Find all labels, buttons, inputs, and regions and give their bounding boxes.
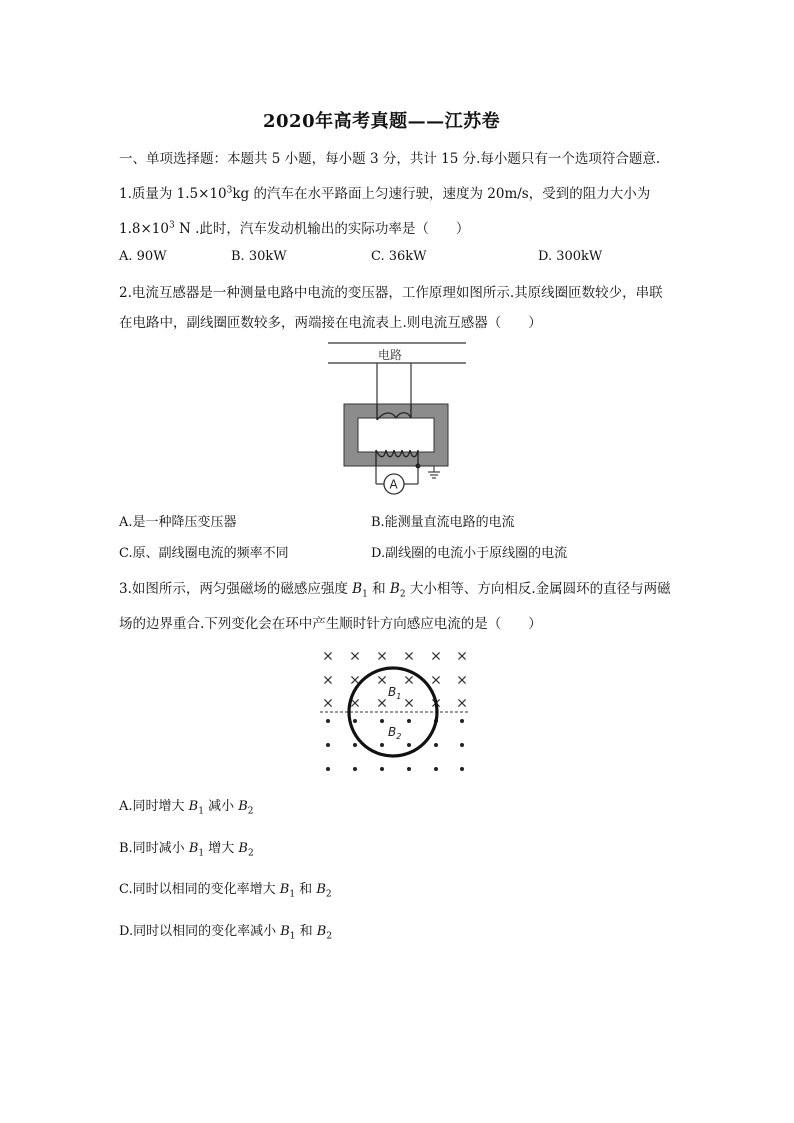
q3-option-a: A.同时增大 $B_1$ 减小 $B_2$ <box>119 799 254 817</box>
q2-option-a: A.是一种降压变压器 <box>119 515 237 530</box>
b2-symbol: B <box>389 581 400 597</box>
q3-text: 和 <box>367 581 390 597</box>
dot-mark <box>326 719 330 723</box>
q3-text: 大小相等、方向相反.金属圆环的直径与两磁 <box>405 581 671 597</box>
q3-stem-line1 <box>119 577 671 600</box>
q1-text: kg 的汽车在水平路面上匀速行驶，速度为 20m/s，受到的阻力大小为 <box>232 186 651 202</box>
ammeter-label: A <box>389 477 398 492</box>
dot-mark <box>460 743 464 747</box>
dot-mark <box>407 743 411 747</box>
section-header: 一、单项选择题：本题共 5 小题，每小题 3 分，共计 15 分.每小题只有一个选项符合题意. <box>119 151 661 167</box>
dot-mark <box>353 743 357 747</box>
b1-subscript: 1 <box>362 589 368 600</box>
dot-mark <box>434 767 438 771</box>
dot-mark <box>326 743 330 747</box>
iron-core <box>344 404 448 466</box>
q3-stem-line2: 场的边界重合.下列变化会在环中产生顺时针方向感应电流的是（ ） <box>119 616 542 632</box>
q1-exponent: 3 <box>226 185 233 196</box>
q1-option-d: D. 300kW <box>538 249 603 264</box>
q1-text: N .此时，汽车发动机输出的实际功率是（ ） <box>174 221 470 237</box>
dot-mark <box>407 719 411 723</box>
q2-option-b: B.能测量直流电路的电流 <box>371 515 515 530</box>
q2-option-c: C.原、副线圈电流的频率不同 <box>119 546 289 561</box>
b2-subscript: 2 <box>399 589 406 600</box>
dot-mark <box>434 743 438 747</box>
q2-stem-line1: 2.电流互感器是一种测量电路中电流的变压器，工作原理如图所示.其原线圈匝数较少，串联 <box>119 285 663 301</box>
q1-stem-line2 <box>119 217 469 237</box>
dot-mark <box>380 767 384 771</box>
q1-text: 1.质量为 1.5×10 <box>119 186 227 202</box>
q1-option-c: C. 36kW <box>371 249 427 264</box>
b2-region-label: $B_2$ <box>388 725 402 741</box>
dot-mark <box>353 767 357 771</box>
q1-text: 1.8×10 <box>119 221 169 237</box>
dot-mark <box>380 719 384 723</box>
dot-mark <box>460 767 464 771</box>
current-transformer-diagram <box>326 338 472 500</box>
q2-option-d: D.副线圈的电流小于原线圈的电流 <box>371 546 568 561</box>
q3-option-c: C.同时以相同的变化率增大 $B_1$ 和 $B_2$ <box>119 882 332 900</box>
q3-option-d: D.同时以相同的变化率减小 $B_1$ 和 $B_2$ <box>119 924 333 942</box>
q1-stem-line1 <box>119 182 650 202</box>
q2-stem-line2: 在电路中，副线圈匝数较多，两端接在电流表上.则电流互感器（ ） <box>119 315 542 331</box>
dot-mark <box>353 719 357 723</box>
circuit-label: 电路 <box>378 348 403 362</box>
page-title: 2020年高考真题——江苏卷 <box>263 111 501 132</box>
q3-option-b: B.同时减小 $B_1$ 增大 $B_2$ <box>119 841 254 859</box>
q1-exponent: 3 <box>168 220 175 231</box>
dot-mark <box>460 719 464 723</box>
b1-symbol: B <box>352 581 363 597</box>
b1-region-label: $B_1$ <box>388 685 402 701</box>
dot-mark <box>326 767 330 771</box>
dot-mark <box>407 767 411 771</box>
q1-option-a: A. 90W <box>119 249 167 264</box>
q1-option-b: B. 30kW <box>231 249 287 264</box>
q3-text: 3.如图所示，两匀强磁场的磁感应强度 <box>119 581 353 597</box>
dot-mark <box>380 743 384 747</box>
magnetic-field-diagram <box>318 646 474 776</box>
